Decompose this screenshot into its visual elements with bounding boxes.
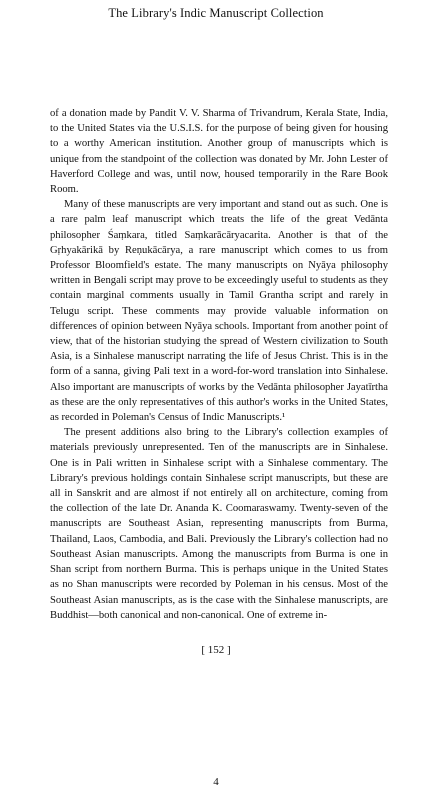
folio: [ 152 ] — [201, 644, 231, 656]
paragraph-2: Many of these manuscripts are very important and stand out as such. One is a rare palm leaf manuscript which treats the life of the great Vedānta philosopher Śaṃkara, titled Saṃkarācāryacarita. Another is that of the Gṛhyakārikā by Reṇukācārya, a rare manuscript which comes to us from Professor Bloomfield's estate. The many manuscripts on Nyāya philosophy written in Bengali script may prove to be exceedingly useful to students as they contain marginal comments usually in Tamil Grantha script and rarely in Telugu script. These comments may provide valuable information on differences of opinion between Nyāya schools. Important from another point of view, that of the historian studying the spread of Western civilization to South Asia, is a Sinhalese manuscript narrating the life of Jesus Christ. This is in the form of a sanna, giving Pali text in a word-for-word translation into Sinhalese. Also important are manuscripts of works by the Vedānta philosopher Jayatīrtha as these are the only representatives of this author's works in the United States, as recorded in Poleman's Census of Indic Manuscripts.¹ — [50, 199, 388, 424]
body-text — [50, 106, 388, 623]
paragraph-1: of a donation made by Pandit V. V. Sharma of Trivandrum, Kerala State, India, to the United States via the U.S.I.S. for the purpose of being given for housing to a worthy American institution. Another group of manuscripts which is unique from the standpoint of the collection was donated by Mr. John Lester of Haverford College and was, until now, housed temporarily in the Rare Book Room. — [50, 108, 388, 196]
paragraph-3: The present additions also bring to the Library's collection examples of materials previously unrepresented. Ten of the manuscripts are in Sinhalese. One is in Pali written in Sinhalese script with a Sinhalese commentary. The Library's previous holdings contain Sinhalese script manuscripts, but these are all in Sanskrit and are almost if not entirely all on architecture, coming from the collection of the late Dr. Ananda K. Coomaraswamy. Twenty-seven of the manuscripts are Southeast Asian, representing manuscripts from Burma, Thailand, Laos, Cambodia, and Bali. Previously the Library's collection had no Southeast Asian manuscripts. Among the manuscripts from Burma is one in Shan script from northern Burma. This is perhaps unique in the United States as no Shan manuscripts were recorded by Poleman in his census. Most of the Southeast Asian manuscripts, as is the case with the Sinhalese manuscripts, are Buddhist—both canonical and non-canonical. One of extreme in- — [50, 427, 388, 621]
running-head: The Library's Indic Manuscript Collection — [108, 6, 324, 20]
page-number: 4 — [213, 776, 219, 788]
